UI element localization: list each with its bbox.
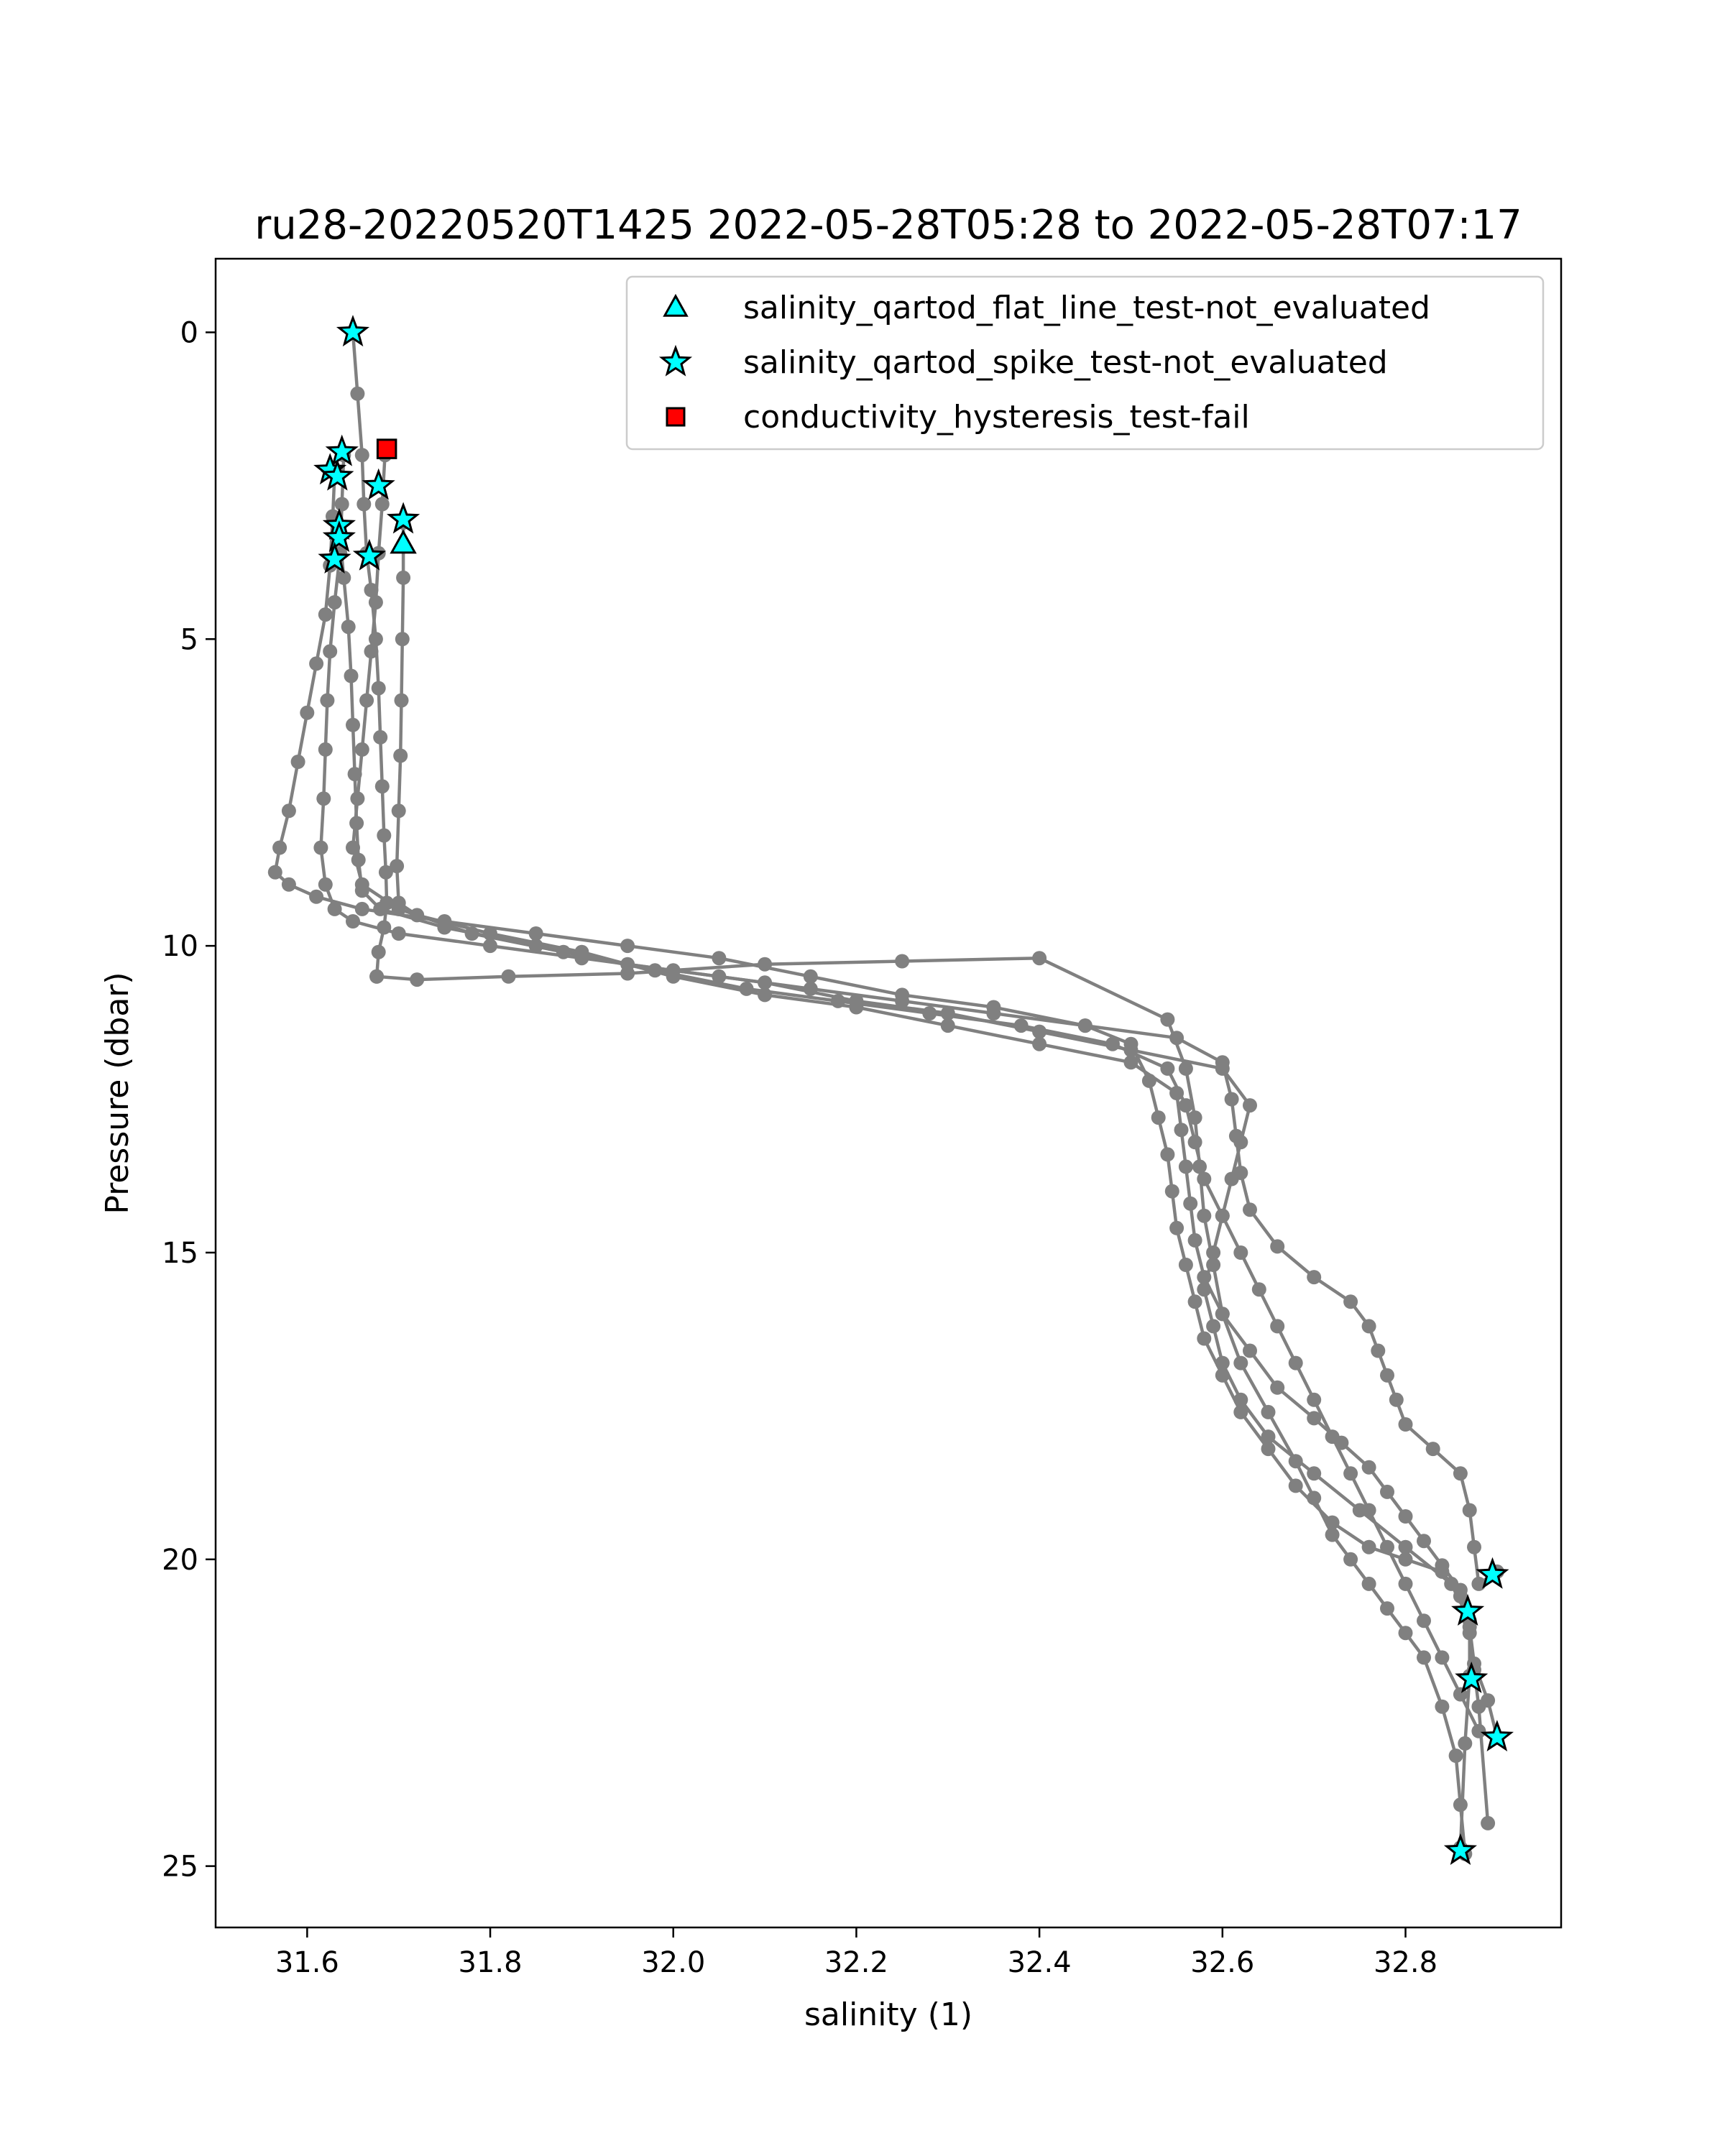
- profile-point: [1362, 1503, 1376, 1518]
- profile-point: [355, 448, 369, 462]
- profile-point: [373, 902, 387, 916]
- profile-point: [1215, 1209, 1230, 1223]
- profile-point: [268, 865, 282, 880]
- profile-point: [1417, 1650, 1431, 1664]
- profile-point: [300, 706, 314, 720]
- profile-point: [1169, 1221, 1184, 1235]
- profile-point: [1325, 1516, 1340, 1530]
- profile-point: [1197, 1209, 1211, 1223]
- profile-point: [272, 841, 287, 855]
- profile-point: [392, 902, 406, 916]
- profile-point: [1243, 1098, 1257, 1112]
- profile-point: [359, 694, 374, 708]
- profile-point: [1215, 1307, 1230, 1321]
- profile-point: [529, 926, 543, 941]
- profile-point: [1215, 1368, 1230, 1383]
- profile-point: [941, 1018, 955, 1033]
- profile-point: [1261, 1405, 1276, 1419]
- profile-point: [341, 619, 356, 634]
- profile-point: [1399, 1626, 1413, 1640]
- y-tick-label: 10: [162, 930, 198, 964]
- profile-point: [1380, 1368, 1394, 1383]
- profile-point: [1169, 1031, 1184, 1045]
- profile-point: [1188, 1135, 1202, 1149]
- legend-label-flat-line: salinity_qartod_flat_line_test-not_evaluated: [743, 290, 1430, 326]
- profile-point: [556, 945, 571, 959]
- profile-point: [1160, 1061, 1174, 1076]
- profile-point: [1270, 1319, 1284, 1333]
- profile-point: [350, 387, 364, 401]
- x-tick-label: 32.0: [641, 1946, 706, 1979]
- profile-point: [1399, 1540, 1413, 1554]
- profile-point: [1014, 1018, 1029, 1033]
- profile-point: [740, 982, 754, 996]
- profile-point: [346, 718, 360, 732]
- profile-point: [1467, 1540, 1481, 1554]
- legend-entry-hysteresis: [667, 399, 1250, 436]
- x-tick-label: 31.8: [458, 1946, 523, 1979]
- profile-point: [372, 681, 386, 696]
- profile-point: [1435, 1700, 1449, 1714]
- profile-point: [1380, 1485, 1394, 1499]
- profile-point: [309, 890, 323, 904]
- profile-point: [1243, 1344, 1257, 1358]
- profile-point: [1206, 1245, 1220, 1260]
- profile-point: [346, 914, 360, 929]
- profile-point: [1229, 1129, 1243, 1143]
- profile-point: [1449, 1749, 1463, 1763]
- profile-point: [1233, 1245, 1248, 1260]
- profile-point: [465, 926, 479, 941]
- profile-point: [318, 742, 333, 757]
- profile-point: [318, 877, 333, 892]
- profile-point: [831, 994, 845, 1008]
- y-tick-label: 0: [180, 316, 198, 350]
- x-tick-label: 32.4: [1007, 1946, 1072, 1979]
- profile-point: [369, 969, 384, 984]
- profile-point: [393, 749, 408, 763]
- profile-point: [335, 497, 349, 512]
- profile-point: [355, 902, 369, 916]
- profile-point: [1078, 1018, 1092, 1033]
- profile-point: [1463, 1626, 1477, 1640]
- profile-point: [1362, 1319, 1376, 1333]
- profile-point: [1417, 1613, 1431, 1628]
- profile-point: [1188, 1294, 1202, 1309]
- profile-point: [1179, 1159, 1193, 1174]
- y-tick-label: 25: [162, 1850, 198, 1884]
- profile-point: [328, 595, 342, 609]
- profile-point: [316, 791, 331, 806]
- profile-point: [620, 939, 635, 953]
- profile-point: [502, 969, 516, 984]
- profile-point: [1243, 1202, 1257, 1217]
- profile-point: [1458, 1736, 1472, 1751]
- y-axis-label: Pressure (dbar): [99, 972, 136, 1215]
- profile-point: [1463, 1503, 1477, 1518]
- x-tick-label: 32.8: [1373, 1946, 1438, 1979]
- profile-point: [1197, 1172, 1211, 1187]
- profile-point: [1188, 1233, 1202, 1248]
- x-tick-label: 32.2: [824, 1946, 888, 1979]
- profile-point: [1215, 1055, 1230, 1069]
- profile-point: [1179, 1258, 1193, 1272]
- chart-title: ru28-20220520T1425 2022-05-28T05:28 to 2022-05-28T07:17: [254, 202, 1522, 249]
- profile-point: [1389, 1393, 1404, 1407]
- legend-label-spike: salinity_qartod_spike_test-not_evaluated: [743, 344, 1388, 381]
- profile-point: [1399, 1509, 1413, 1524]
- profile-point: [1307, 1270, 1321, 1284]
- legend: [627, 277, 1543, 449]
- y-tick-label: 20: [162, 1543, 198, 1577]
- profile-point: [350, 791, 364, 806]
- profile-point: [483, 939, 497, 953]
- legend-entry-spike: [662, 344, 1388, 381]
- legend-marker-square: [667, 408, 684, 425]
- profile-point: [1399, 1577, 1413, 1591]
- x-tick-label: 32.6: [1190, 1946, 1255, 1979]
- profile-point: [1233, 1405, 1248, 1419]
- profile-point: [410, 972, 424, 987]
- profile-point: [1481, 1816, 1495, 1830]
- y-tick-label: 5: [180, 623, 198, 657]
- profile-point: [1307, 1466, 1321, 1480]
- profile-point: [1032, 1037, 1046, 1051]
- profile-point: [1183, 1197, 1197, 1211]
- profile-point: [804, 982, 818, 996]
- profile-point: [1307, 1393, 1321, 1407]
- profile-point: [1233, 1166, 1248, 1180]
- legend-entry-flat-line: [665, 290, 1430, 326]
- profile-point: [1165, 1184, 1179, 1199]
- profile-point: [1471, 1724, 1486, 1738]
- profile-point: [1179, 1098, 1193, 1112]
- profile-point: [1206, 1319, 1220, 1333]
- profile-point: [1174, 1123, 1189, 1137]
- profile-point: [712, 951, 726, 965]
- profile-point: [986, 1006, 1000, 1021]
- profile-point: [1197, 1332, 1211, 1346]
- profile-point: [1435, 1565, 1449, 1579]
- profile-point: [1160, 1013, 1174, 1027]
- y-tick-label: 15: [162, 1236, 198, 1270]
- profile-point: [1160, 1147, 1174, 1161]
- profile-point: [922, 1006, 937, 1021]
- profile-point: [1032, 951, 1046, 965]
- profile-point: [390, 859, 404, 873]
- profile-point: [377, 829, 391, 843]
- x-axis-label: salinity (1): [804, 1996, 973, 2033]
- profile-point: [1289, 1356, 1303, 1370]
- legend-label-hysteresis: conductivity_hysteresis_test-fail: [743, 399, 1250, 436]
- profile-point: [344, 669, 359, 683]
- profile-point: [1380, 1540, 1394, 1554]
- profile-point: [1426, 1442, 1440, 1456]
- profile-point: [323, 644, 337, 658]
- profile-point: [1197, 1282, 1211, 1296]
- profile-point: [373, 730, 387, 745]
- profile-point: [392, 803, 406, 818]
- profile-point: [320, 694, 334, 708]
- profile-point: [1105, 1037, 1120, 1051]
- profile-point: [895, 994, 909, 1008]
- profile-point: [1151, 1110, 1166, 1125]
- profile-point: [1261, 1442, 1276, 1456]
- x-tick-label: 31.6: [275, 1946, 339, 1979]
- profile-point: [1142, 1074, 1156, 1088]
- profile-point: [355, 877, 369, 892]
- profile-point: [1362, 1577, 1376, 1591]
- profile-point: [1371, 1344, 1385, 1358]
- profile-point: [895, 954, 909, 969]
- profile-point: [372, 945, 386, 959]
- profile-point: [355, 742, 369, 757]
- profile-point: [1453, 1797, 1468, 1812]
- profile-point: [1325, 1429, 1340, 1444]
- profile-point: [375, 779, 390, 793]
- profile-point: [364, 644, 379, 658]
- profile-point: [1343, 1294, 1358, 1309]
- profile-point: [313, 841, 328, 855]
- profile-point: [1233, 1356, 1248, 1370]
- square-marker: [377, 440, 396, 459]
- profile-point: [291, 755, 305, 769]
- profile-point: [1417, 1534, 1431, 1548]
- profile-point: [1471, 1700, 1486, 1714]
- profile-point: [395, 632, 410, 646]
- profile-point: [1399, 1417, 1413, 1432]
- profile-point: [369, 595, 383, 609]
- profile-point: [1225, 1092, 1239, 1107]
- profile-point: [346, 841, 360, 855]
- profile-point: [318, 607, 333, 622]
- profile-point: [1270, 1239, 1284, 1253]
- profile-point: [1289, 1478, 1303, 1493]
- profile-point: [309, 656, 323, 671]
- profile-point: [1362, 1540, 1376, 1554]
- profile-point: [1343, 1552, 1358, 1567]
- profile-point: [395, 694, 409, 708]
- profile-point: [1453, 1466, 1468, 1480]
- profile-point: [1362, 1460, 1376, 1475]
- profile-point: [1435, 1650, 1449, 1664]
- profile-point: [1380, 1601, 1394, 1616]
- profile-point: [1270, 1381, 1284, 1395]
- profile-point: [375, 497, 390, 512]
- profile-point: [282, 803, 296, 818]
- profile-point: [804, 969, 818, 984]
- profile-point: [648, 963, 662, 977]
- profile-point: [1252, 1282, 1266, 1296]
- profile-point: [396, 571, 410, 585]
- profile-point: [392, 926, 406, 941]
- profile-point: [1343, 1466, 1358, 1480]
- profile-point: [282, 877, 296, 892]
- profile-point: [1399, 1552, 1413, 1567]
